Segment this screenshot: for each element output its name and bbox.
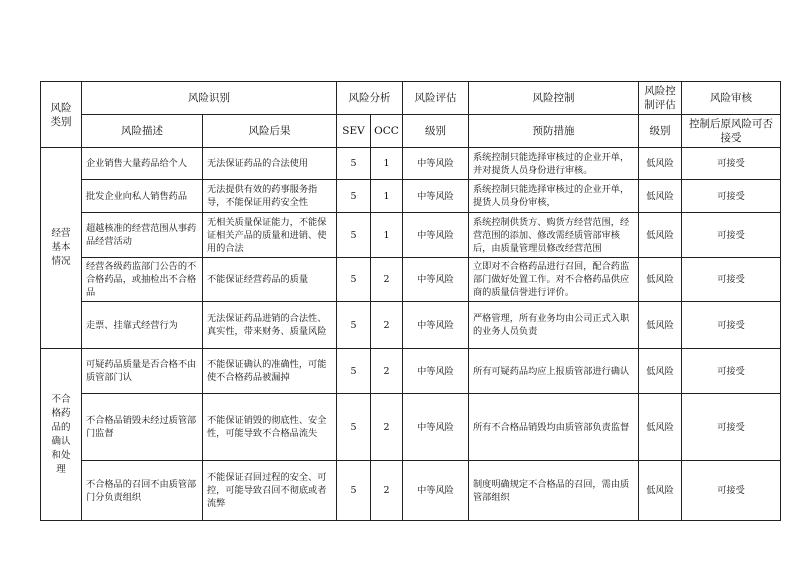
header-level: 级别 [403, 115, 469, 148]
control-level: 低风险 [639, 394, 682, 461]
table-row [41, 394, 781, 461]
prevention-measures: 系统控制只能选择审核过的企业开单，提货人员身份审核， [469, 180, 639, 213]
risk-consequence: 不能保证销毁的彻底性、安全性，可能导致不合格品流失 [203, 394, 337, 461]
prevention-measures: 立即对不合格药品进行召回，配合药监部门做好处置工作。对不合格药品供应商的质量信誉进行评价。 [469, 258, 639, 302]
risk-level: 中等风险 [403, 180, 469, 213]
prevention-measures: 系统控制供货方、购货方经营范围，经营范围的添加、修改需经质管部审核后，由质量管理员修改经营范围 [469, 213, 639, 258]
sev-value: 5 [337, 258, 371, 302]
occ-value: 2 [371, 302, 403, 349]
sev-value: 5 [337, 461, 371, 521]
risk-consequence: 无法保证药品的合法使用 [203, 148, 337, 180]
control-level: 低风险 [639, 302, 682, 349]
acceptability: 可接受 [682, 180, 781, 213]
control-level: 低风险 [639, 213, 682, 258]
header-sev: SEV [337, 115, 371, 148]
header-control: 风险控制 [469, 82, 639, 115]
sev-value: 5 [337, 213, 371, 258]
control-level: 低风险 [639, 180, 682, 213]
occ-value: 2 [371, 394, 403, 461]
risk-desc: 批发企业向私人销售药品 [82, 180, 203, 213]
header-category: 风险 类别 [41, 82, 82, 148]
risk-consequence: 不能保证经营药品的质量 [203, 258, 337, 302]
control-level: 低风险 [639, 148, 682, 180]
table-row [41, 349, 781, 394]
header-identify: 风险识别 [82, 82, 337, 115]
risk-desc: 可疑药品质量是否合格不由质管部门认 [82, 349, 203, 394]
header-occ: OCC [371, 115, 403, 148]
header-analysis: 风险分析 [337, 82, 403, 115]
risk-desc: 不合格品销毁未经过质管部门监督 [82, 394, 203, 461]
sev-value: 5 [337, 349, 371, 394]
header-ctrl-level: 级别 [639, 115, 682, 148]
acceptability: 可接受 [682, 349, 781, 394]
risk-level: 中等风险 [403, 258, 469, 302]
occ-value: 2 [371, 258, 403, 302]
acceptability: 可接受 [682, 302, 781, 349]
risk-level: 中等风险 [403, 302, 469, 349]
sev-value: 5 [337, 180, 371, 213]
risk-desc: 超越核准的经营范围从事药品经营活动 [82, 213, 203, 258]
occ-value: 2 [371, 461, 403, 521]
risk-desc: 经营各级药监部门公告的不合格药品，或抽检出不合格品 [82, 258, 203, 302]
sev-value: 5 [337, 302, 371, 349]
occ-value: 1 [371, 180, 403, 213]
header-control-eval: 风险控制评估 [639, 82, 682, 115]
risk-desc: 走票、挂靠式经营行为 [82, 302, 203, 349]
occ-value: 1 [371, 213, 403, 258]
table-row [41, 258, 781, 302]
table-row [41, 213, 781, 258]
risk-level: 中等风险 [403, 213, 469, 258]
occ-value: 1 [371, 148, 403, 180]
prevention-measures: 制度明确规定不合格品的召回，需由质管部组织 [469, 461, 639, 521]
risk-table [40, 81, 781, 521]
sev-value: 5 [337, 394, 371, 461]
header-review: 风险审核 [682, 82, 781, 115]
acceptability: 可接受 [682, 213, 781, 258]
table-row [41, 148, 781, 180]
risk-level: 中等风险 [403, 349, 469, 394]
risk-desc: 企业销售大量药品给个人 [82, 148, 203, 180]
acceptability: 可接受 [682, 461, 781, 521]
control-level: 低风险 [639, 258, 682, 302]
header-consequence: 风险后果 [203, 115, 337, 148]
prevention-measures: 所有可疑药品均应上报质管部进行确认 [469, 349, 639, 394]
prevention-measures: 所有不合格品销毁均由质管部负责监督 [469, 394, 639, 461]
sev-value: 5 [337, 148, 371, 180]
header-evaluation: 风险评估 [403, 82, 469, 115]
prevention-measures: 系统控制只能选择审核过的企业开单，并对提货人员身份进行审核。 [469, 148, 639, 180]
table-row [41, 461, 781, 521]
risk-level: 中等风险 [403, 461, 469, 521]
risk-consequence: 不能保证确认的准确性，可能使不合格药品被漏掉 [203, 349, 337, 394]
header-desc: 风险描述 [82, 115, 203, 148]
table-row [41, 302, 781, 349]
table-row [41, 180, 781, 213]
header-accept: 控制后原风险可否接受 [682, 115, 781, 148]
risk-desc: 不合格品的召回不由质管部门分负责组织 [82, 461, 203, 521]
prevention-measures: 严格管理，所有业务均由公司正式入职的业务人员负责 [469, 302, 639, 349]
occ-value: 2 [371, 349, 403, 394]
header-row-2 [41, 115, 781, 148]
risk-consequence: 无法保证药品进销的合法性、真实性，带来财务、质量风险 [203, 302, 337, 349]
header-measures: 预防措施 [469, 115, 639, 148]
acceptability: 可接受 [682, 258, 781, 302]
risk-consequence: 不能保证召回过程的安全、可控，可能导致召回不彻底或者流弊 [203, 461, 337, 521]
acceptability: 可接受 [682, 394, 781, 461]
category-cell: 经营基本情况 [41, 148, 82, 349]
risk-level: 中等风险 [403, 394, 469, 461]
category-cell: 不合格药品的确认和处理 [41, 349, 82, 521]
acceptability: 可接受 [682, 148, 781, 180]
header-row-1 [41, 82, 781, 115]
risk-level: 中等风险 [403, 148, 469, 180]
risk-consequence: 无相关质量保证能力，不能保证相关产品的质量和进销、使用的合法 [203, 213, 337, 258]
risk-consequence: 无法提供有效的药事服务指导，不能保证用药安全性 [203, 180, 337, 213]
control-level: 低风险 [639, 461, 682, 521]
control-level: 低风险 [639, 349, 682, 394]
